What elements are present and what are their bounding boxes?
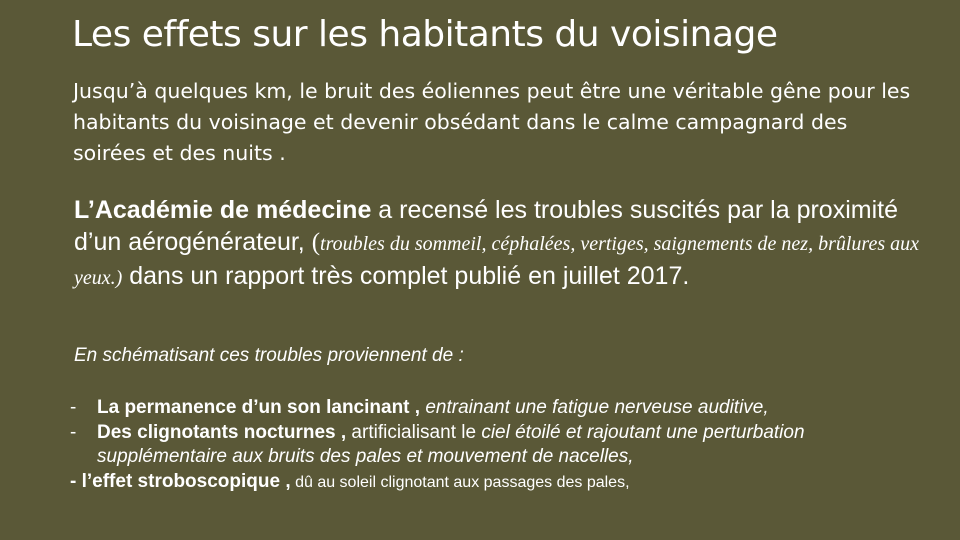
intro-paragraph: Jusqu’à quelques km, le bruit des éoliennes peut être une véritable gêne pour les habitants du voisinage et devenir obsédant dans le calme campagnard des soirées et des nuits . bbox=[73, 79, 911, 165]
item-italic: entrainant une fatigue nerveuse auditive, bbox=[420, 397, 769, 418]
list-item bbox=[70, 396, 930, 421]
open-parenthesis: ( bbox=[311, 229, 321, 256]
slide-title: Les effets sur les habitants du voisinage bbox=[72, 14, 778, 55]
item-bold: Des clignotants nocturnes , bbox=[97, 421, 347, 443]
item-italic: ciel étoilé et rajoutant une perturbation supplémentaire aux bruits des pales et mouvement de nacelles, bbox=[97, 421, 805, 467]
list-dash: - bbox=[70, 421, 77, 443]
academie-paragraph bbox=[74, 194, 924, 294]
troubles-list-text: troubles du sommeil, céphalées, vertiges, saignements de nez, brûlures aux yeux.) bbox=[74, 233, 919, 289]
causes-list bbox=[70, 396, 930, 495]
item-bold: - l’effet stroboscopique , bbox=[70, 470, 291, 492]
academie-name: L’Académie de médecine bbox=[74, 196, 372, 224]
academie-text-1: a recensé les troubles suscités par la proximité d’un aérogénérateur, bbox=[74, 196, 898, 256]
list-dash: - bbox=[70, 397, 77, 418]
schema-intro: En schématisant ces troubles proviennent de : bbox=[74, 345, 464, 366]
list-item bbox=[70, 421, 930, 470]
item-bold: La permanence d’un son lancinant , bbox=[97, 397, 421, 418]
academie-text-2: dans un rapport très complet publié en juillet 2017. bbox=[122, 262, 690, 290]
item-normal: artificialisant le bbox=[346, 421, 482, 443]
list-item bbox=[70, 470, 930, 496]
item-small: dû au soleil clignotant aux passages des pales, bbox=[290, 473, 630, 491]
